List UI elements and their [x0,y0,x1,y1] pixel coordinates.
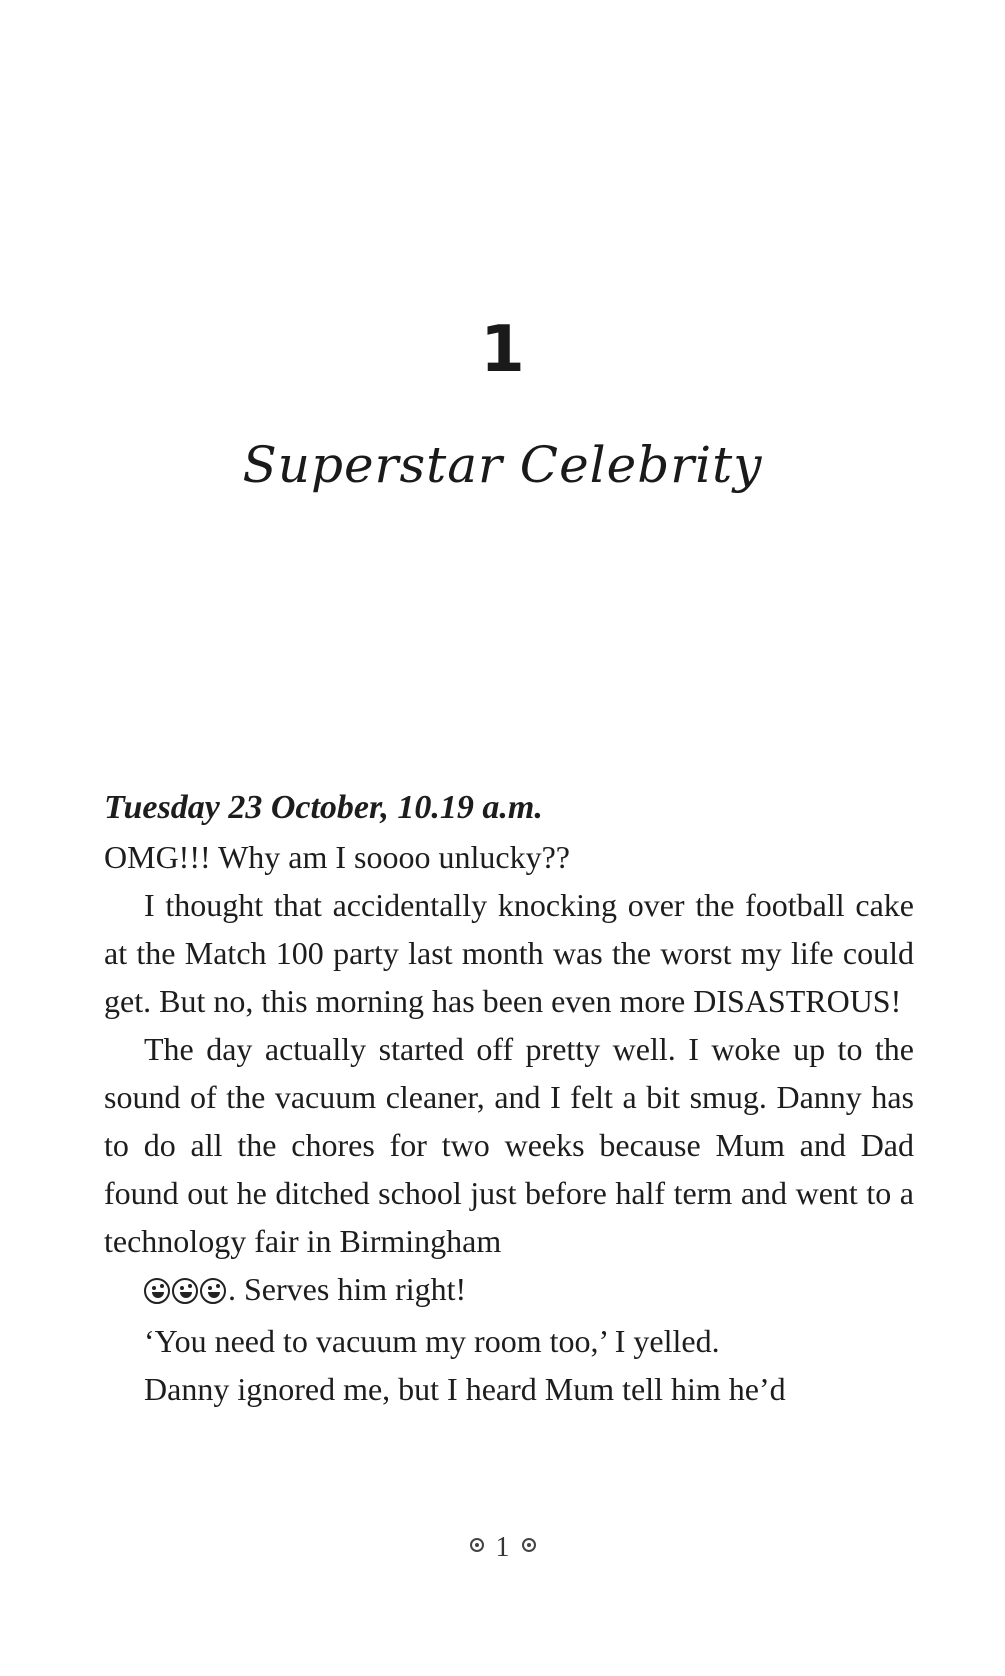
chapter-title: Superstar Celebrity [242,436,763,494]
laughing-face-icon [144,1278,170,1304]
chapter-number: 1 [480,313,525,387]
paragraph-3-text: The day actually started off pretty well. I woke up to the sound of the vacuum cleaner, and I felt a bit smug. Danny has to do all the chores for two weeks because Mum and Dad found out he ditched school just before half term and went to a technology fair in Birmingham [104,1031,914,1259]
emoji-group [104,1269,228,1317]
paragraph-2: I thought that accidentally knocking over the football cake at the Match 100 party last month was the worst my life could get. But no, this morning has been even more DISASTROUS! [104,887,914,1019]
page-number: 1 [495,1532,510,1563]
laughing-face-icon [172,1278,198,1304]
paragraph-4: ‘You need to vacuum my room too,’ I yelled. [144,1323,720,1359]
football-icon [522,1538,536,1552]
paragraph-5: Danny ignored me, but I heard Mum tell him he’d [144,1371,786,1407]
diary-entry-date: Tuesday 23 October, 10.19 a.m. [104,789,543,826]
chapter-body [104,783,914,1413]
football-icon [470,1538,484,1552]
paragraph-3 [104,1025,914,1317]
page-footer [0,1534,1005,1562]
paragraph-3-tail: . Serves him right! [228,1271,467,1307]
laughing-face-icon [200,1278,226,1304]
paragraph-1: OMG!!! Why am I soooo unlucky?? [104,839,570,875]
